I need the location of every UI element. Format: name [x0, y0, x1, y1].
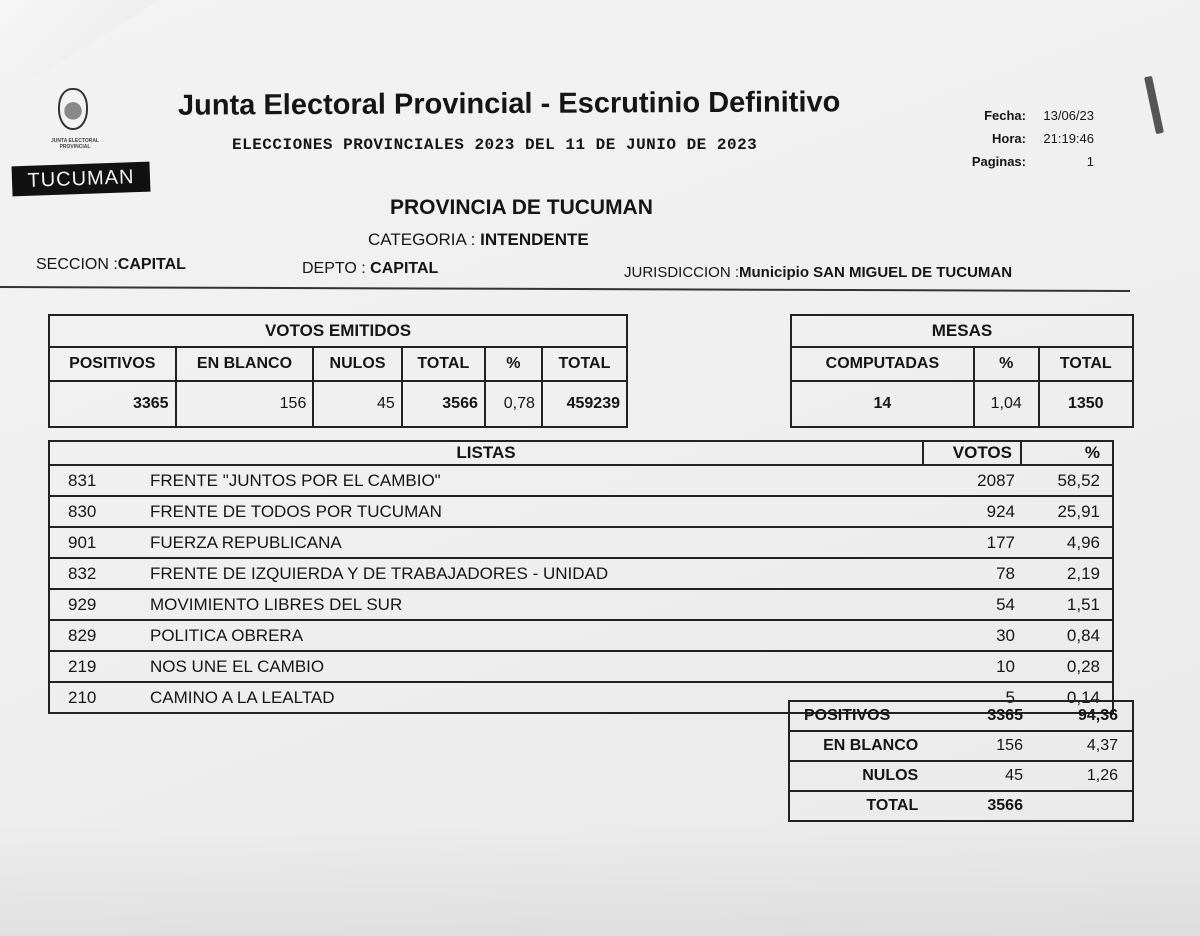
- lista-votos: 78: [923, 558, 1021, 589]
- listas-table: [48, 440, 1114, 714]
- summary-votos: 45: [934, 761, 1029, 791]
- lista-votos: 54: [923, 589, 1021, 620]
- lista-pct: 1,51: [1021, 589, 1113, 620]
- lista-name: MOVIMIENTO LIBRES DEL SUR: [144, 589, 923, 620]
- lista-votos: 924: [923, 496, 1021, 527]
- lista-votos: 177: [923, 527, 1021, 558]
- summary-votos: 3566: [934, 791, 1029, 821]
- summary-label: EN BLANCO: [789, 731, 934, 761]
- categoria-value: INTENDENTE: [480, 230, 589, 249]
- col-listas-pct: %: [1021, 441, 1113, 465]
- lista-number: 219: [49, 651, 144, 682]
- lista-name: FRENTE DE IZQUIERDA Y DE TRABAJADORES - UNIDAD: [144, 558, 923, 589]
- fecha-label: Fecha:: [984, 108, 1026, 123]
- table-row: [49, 651, 1113, 682]
- votos-emitidos-table: [48, 314, 628, 428]
- lista-pct: 0,14: [1021, 682, 1113, 713]
- document-title: Junta Electoral Provincial - Escrutinio Definitivo: [177, 86, 841, 122]
- depto-label: DEPTO :: [302, 260, 366, 277]
- col-votos: VOTOS: [923, 441, 1021, 465]
- votos-emitidos-title: VOTOS EMITIDOS: [49, 315, 627, 347]
- summary-pct: 1,26: [1029, 761, 1133, 791]
- lista-votos: 10: [923, 651, 1021, 682]
- summary-table: [788, 700, 1134, 822]
- col-nulos: NULOS: [313, 347, 401, 381]
- computadas-value: 14: [791, 381, 974, 427]
- lista-pct: 2,19: [1021, 558, 1113, 589]
- depto-value: CAPITAL: [370, 260, 439, 277]
- summary-row-en-blanco: [789, 731, 1133, 761]
- pct-value: 0,78: [485, 381, 542, 427]
- lista-name: FRENTE DE TODOS POR TUCUMAN: [144, 496, 923, 527]
- jurisdiccion: [624, 264, 1012, 281]
- summary-label: POSITIVOS: [789, 701, 934, 731]
- lista-number: 829: [49, 620, 144, 651]
- paper-edge-mark: [1144, 76, 1164, 134]
- paginas-label: Paginas:: [971, 154, 1026, 169]
- header-divider: [0, 286, 1130, 292]
- lista-name: CAMINO A LA LEALTAD: [144, 682, 923, 713]
- lista-number: 929: [49, 589, 144, 620]
- paper-fold: [0, 0, 160, 100]
- categoria-label: CATEGORIA :: [368, 230, 476, 249]
- seccion-label: SECCION :: [36, 256, 118, 273]
- tucuman-badge: TUCUMAN: [12, 162, 151, 197]
- hora-label: Hora:: [992, 131, 1026, 146]
- provincia-heading: PROVINCIA DE TUCUMAN: [390, 196, 653, 219]
- summary-row-positivos: [789, 701, 1133, 731]
- fecha-value: 13/06/23: [1043, 108, 1094, 123]
- coat-of-arms-icon: [58, 88, 88, 130]
- col-total-electores: TOTAL: [542, 347, 627, 381]
- mesas-pct-value: 1,04: [974, 381, 1039, 427]
- mesas-title: MESAS: [791, 315, 1133, 347]
- page-shadow: [0, 820, 1200, 936]
- summary-pct: [1029, 791, 1133, 821]
- lista-pct: 0,84: [1021, 620, 1113, 651]
- total-electores-value: 459239: [542, 381, 627, 427]
- paginas-value: 1: [1086, 154, 1094, 169]
- table-row: [49, 558, 1113, 589]
- lista-pct: 4,96: [1021, 527, 1113, 558]
- positivos-value: 3365: [49, 381, 176, 427]
- summary-pct: 4,37: [1029, 731, 1133, 761]
- mesas-total-value: 1350: [1039, 381, 1133, 427]
- table-row: [49, 527, 1113, 558]
- col-computadas: COMPUTADAS: [791, 347, 974, 381]
- jurisdiccion-value: Municipio SAN MIGUEL DE TUCUMAN: [739, 264, 1013, 281]
- jurisdiccion-label: JURISDICCION :: [624, 264, 740, 281]
- lista-number: 830: [49, 496, 144, 527]
- lista-number: 831: [49, 465, 144, 496]
- total-value: 3566: [402, 381, 485, 427]
- lista-name: FUERZA REPUBLICANA: [144, 527, 923, 558]
- lista-votos: 30: [923, 620, 1021, 651]
- col-listas: LISTAS: [49, 441, 923, 465]
- lista-number: 901: [49, 527, 144, 558]
- en-blanco-value: 156: [176, 381, 314, 427]
- summary-label: NULOS: [789, 761, 934, 791]
- summary-votos: 156: [934, 731, 1029, 761]
- lista-name: FRENTE "JUNTOS POR EL CAMBIO": [144, 465, 923, 496]
- lista-number: 832: [49, 558, 144, 589]
- col-total: TOTAL: [402, 347, 485, 381]
- col-en-blanco: EN BLANCO: [176, 347, 314, 381]
- seccion: [36, 256, 186, 274]
- lista-pct: 0,28: [1021, 651, 1113, 682]
- lista-number: 210: [49, 682, 144, 713]
- col-pct: %: [485, 347, 542, 381]
- lista-votos: 5: [923, 682, 1021, 713]
- categoria: [368, 230, 589, 250]
- seccion-value: CAPITAL: [117, 256, 186, 273]
- col-positivos: POSITIVOS: [49, 347, 176, 381]
- document-meta: [948, 104, 1100, 173]
- depto: [302, 260, 438, 278]
- lista-votos: 2087: [923, 465, 1021, 496]
- summary-row-total: [789, 791, 1133, 821]
- summary-pct: 94,36: [1029, 701, 1133, 731]
- lista-pct: 25,91: [1021, 496, 1113, 527]
- col-mesas-pct: %: [974, 347, 1039, 381]
- hora-value: 21:19:46: [1043, 131, 1094, 146]
- lista-pct: 58,52: [1021, 465, 1113, 496]
- table-row: [49, 465, 1113, 496]
- table-row: [49, 620, 1113, 651]
- summary-label: TOTAL: [789, 791, 934, 821]
- document-subtitle: ELECCIONES PROVINCIALES 2023 DEL 11 DE JUNIO DE 2023: [232, 136, 758, 154]
- summary-votos: 3365: [934, 701, 1029, 731]
- lista-name: POLITICA OBRERA: [144, 620, 923, 651]
- col-mesas-total: TOTAL: [1039, 347, 1133, 381]
- table-row: [49, 496, 1113, 527]
- lista-name: NOS UNE EL CAMBIO: [144, 651, 923, 682]
- logo-caption: JUNTA ELECTORAL PROVINCIAL: [51, 138, 99, 150]
- mesas-table: [790, 314, 1134, 428]
- nulos-value: 45: [313, 381, 401, 427]
- table-row: [49, 589, 1113, 620]
- summary-row-nulos: [789, 761, 1133, 791]
